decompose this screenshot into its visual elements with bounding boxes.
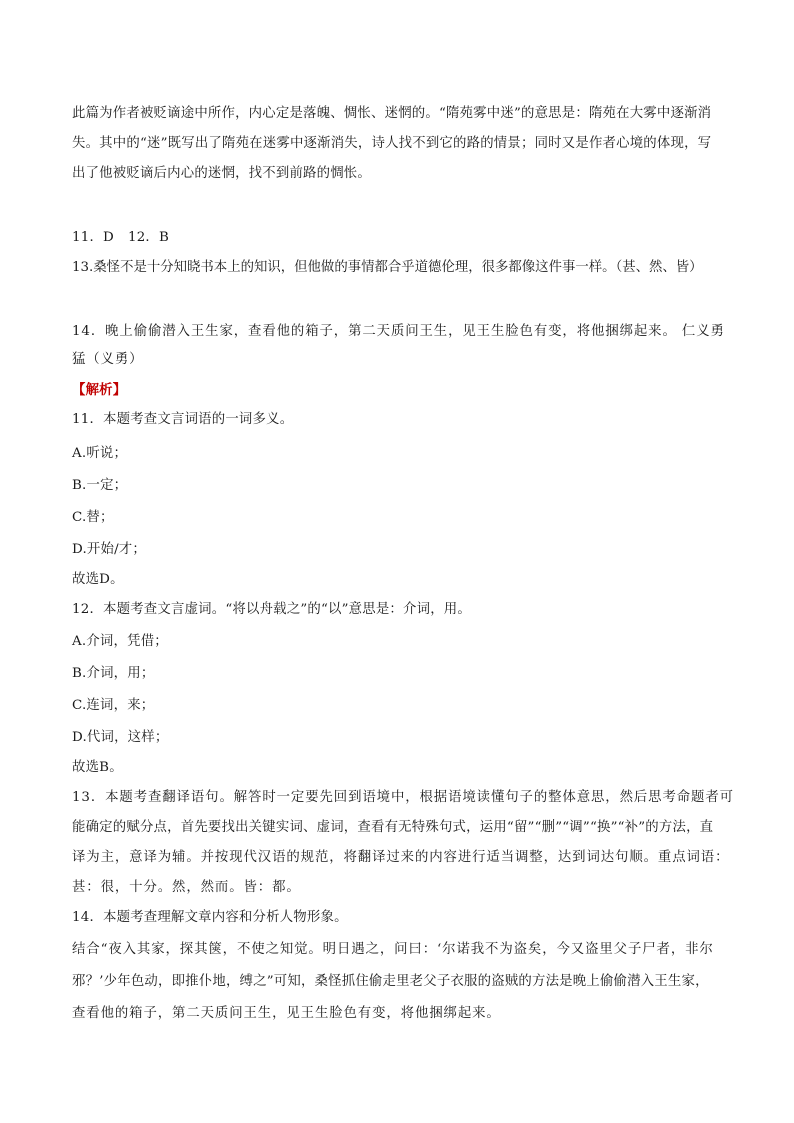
q11-option-a: A.听说；: [72, 446, 128, 461]
q12-option-c: C.连词，来；: [72, 698, 155, 713]
q11-option-c: C.替；: [72, 510, 114, 525]
intro-line-3: 出了他被贬谪后内心的迷惘，找不到前路的惆怅。: [72, 166, 371, 181]
answer-14-line-1: 14．晚上偷偷潜入王生家，查看他的箱子，第二天质问王生，见王生脸色有变，将他捆绑起来。 仁义勇: [72, 324, 725, 339]
q12-option-a: A.介词，凭借；: [72, 634, 168, 649]
answer-14-line-2: 猛（义勇）: [72, 352, 144, 367]
q14-title: 14．本题考查理解文章内容和分析人物形象。: [72, 910, 348, 925]
q14-line-3: 查看他的箱子，第二天质问王生，见王生脸色有变，将他捆绑起来。: [72, 1006, 501, 1021]
q12-option-b: B.介词，用；: [72, 666, 155, 681]
q14-line-2: 邪？’少年色动，即推仆地，缚之”可知，桑怪抓住偷走里老父子衣服的盗贼的方法是晚上偷偷潜入王生家，: [72, 974, 709, 989]
answer-12: 12．B: [127, 230, 170, 245]
q13-line-3: 译为主，意译为辅。并按现代汉语的规范，将翻译过来的内容进行适当调整，达到词达句顺。重点词语：: [72, 850, 730, 865]
intro-line-1: 此篇为作者被贬谪途中所作，内心定是落魄、惆怅、迷惘的。“隋苑雾中迷”的意思是：隋苑在大雾中逐渐消: [72, 106, 712, 121]
q12-title: 12．本题考查文言虚词。“将以舟载之”的“以”意思是：介词，用。: [72, 602, 471, 617]
q11-title: 11．本题考查文言词语的一词多义。: [72, 412, 294, 427]
q13-line-1: 13．本题考查翻译语句。解答时一定要先回到语境中，根据语境读懂句子的整体意思，然后思考命题者可: [72, 790, 734, 805]
q13-line-4: 甚：很，十分。然，然而。皆：都。: [72, 880, 301, 895]
analysis-header: 【解析】: [72, 382, 127, 398]
answer-11-12: [72, 228, 732, 248]
q11-pick: 故选D。: [72, 572, 124, 587]
intro-line-2: 失。其中的“迷”既写出了隋苑在迷雾中逐渐消失，诗人找不到它的路的情景；同时又是作者心境的体现，写: [72, 136, 712, 151]
q11-option-b: B.一定；: [72, 478, 128, 493]
q12-pick: 故选B。: [72, 760, 123, 775]
q13-line-2: 能确定的赋分点，首先要找出关键实词、虚词，查看有无特殊句式，运用“留”“删”“调”“换”“补”的方法，直: [72, 820, 714, 835]
answer-11: 11．D: [72, 230, 114, 245]
answer-13: 13.桑怪不是十分知晓书本上的知识，但他做的事情都合乎道德伦理，很多都像这件事一样。（甚、然、皆）: [72, 260, 703, 275]
q11-option-d: D.开始/才；: [72, 542, 146, 557]
q14-line-1: 结合“夜入其家，探其箧，不使之知觉。明日遇之，问曰：‘尔诺我不为盗矣，今又盗里父子尸者，非尔: [72, 942, 714, 957]
q12-option-d: D.代词，这样；: [72, 730, 169, 745]
